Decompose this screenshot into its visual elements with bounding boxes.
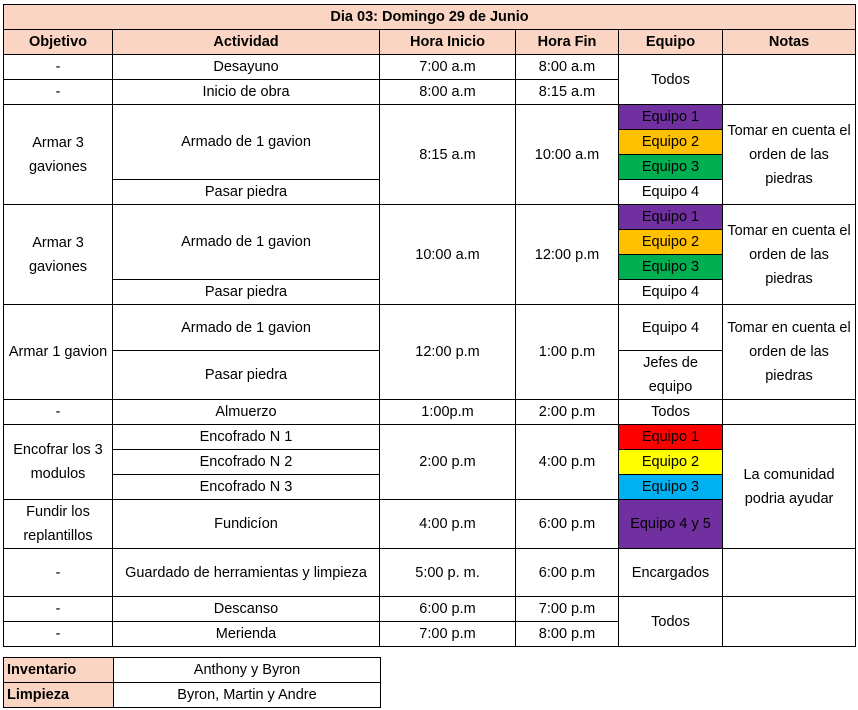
cell-hora-fin: 8:00 p.m	[516, 622, 619, 647]
cell-notas	[723, 400, 856, 425]
cell-actividad: Desayuno	[113, 55, 380, 80]
cell-notas	[723, 549, 856, 597]
header-actividad: Actividad	[113, 30, 380, 55]
cell-objetivo: -	[4, 622, 113, 647]
header-hora-fin: Hora Fin	[516, 30, 619, 55]
cell-hora-fin: 8:00 a.m	[516, 55, 619, 80]
cell-hora-inicio: 8:00 a.m	[380, 80, 516, 105]
cell-actividad: Encofrado N 1	[113, 425, 380, 450]
cell-actividad: Pasar piedra	[113, 180, 380, 205]
cell-hora-fin: 1:00 p.m	[516, 305, 619, 400]
cell-hora-inicio: 7:00 p.m	[380, 622, 516, 647]
cell-equipo: Equipo 2	[619, 230, 723, 255]
assignments-table	[3, 657, 381, 708]
cell-hora-inicio: 2:00 p.m	[380, 425, 516, 500]
cell-actividad: Armado de 1 gavion	[113, 305, 380, 351]
cell-objetivo: Encofrar los 3 modulos	[4, 425, 113, 500]
cell-objetivo: -	[4, 400, 113, 425]
header-notas: Notas	[723, 30, 856, 55]
assignment-label-limpieza: Limpieza	[4, 683, 114, 708]
assignment-value-inventario: Anthony y Byron	[114, 658, 381, 683]
cell-hora-inicio: 1:00p.m	[380, 400, 516, 425]
cell-equipo: Equipo 4	[619, 180, 723, 205]
cell-equipo: Equipo 2	[619, 450, 723, 475]
cell-hora-fin: 10:00 a.m	[516, 105, 619, 205]
cell-actividad: Armado de 1 gavion	[113, 205, 380, 280]
cell-hora-fin: 12:00 p.m	[516, 205, 619, 305]
header-hora-inicio: Hora Inicio	[380, 30, 516, 55]
cell-hora-inicio: 5:00 p. m.	[380, 549, 516, 597]
cell-objetivo: -	[4, 80, 113, 105]
cell-equipo: Equipo 3	[619, 155, 723, 180]
cell-actividad: Pasar piedra	[113, 351, 380, 400]
cell-actividad: Armado de 1 gavion	[113, 105, 380, 180]
cell-actividad: Encofrado N 2	[113, 450, 380, 475]
assignment-label-inventario: Inventario	[4, 658, 114, 683]
cell-objetivo: Armar 3 gaviones	[4, 105, 113, 205]
schedule-table	[3, 4, 856, 647]
schedule-title: Dia 03: Domingo 29 de Junio	[4, 5, 856, 30]
cell-hora-fin: 7:00 p.m	[516, 597, 619, 622]
cell-notas: Tomar en cuenta el orden de las piedras	[723, 205, 856, 305]
cell-equipo: Encargados	[619, 549, 723, 597]
cell-hora-inicio: 8:15 a.m	[380, 105, 516, 205]
cell-actividad: Guardado de herramientas y limpieza	[113, 549, 380, 597]
cell-equipo: Todos	[619, 55, 723, 105]
cell-hora-inicio: 4:00 p.m	[380, 500, 516, 549]
cell-actividad: Pasar piedra	[113, 280, 380, 305]
cell-equipo: Equipo 1	[619, 105, 723, 130]
cell-hora-fin: 2:00 p.m	[516, 400, 619, 425]
cell-equipo: Todos	[619, 597, 723, 647]
cell-hora-fin: 6:00 p.m	[516, 500, 619, 549]
cell-notas: La comunidad podria ayudar	[723, 425, 856, 549]
header-objetivo: Objetivo	[4, 30, 113, 55]
cell-equipo: Equipo 4	[619, 280, 723, 305]
cell-objetivo: Armar 3 gaviones	[4, 205, 113, 305]
cell-equipo: Equipo 1	[619, 425, 723, 450]
cell-actividad: Almuerzo	[113, 400, 380, 425]
cell-notas	[723, 55, 856, 105]
cell-actividad: Fundicíon	[113, 500, 380, 549]
cell-notas	[723, 597, 856, 647]
cell-hora-inicio: 10:00 a.m	[380, 205, 516, 305]
cell-objetivo: Fundir los replantillos	[4, 500, 113, 549]
cell-hora-inicio: 12:00 p.m	[380, 305, 516, 400]
cell-notas: Tomar en cuenta el orden de las piedras	[723, 305, 856, 400]
cell-equipo: Equipo 4	[619, 305, 723, 351]
cell-equipo: Equipo 4 y 5	[619, 500, 723, 549]
cell-equipo: Equipo 3	[619, 255, 723, 280]
cell-objetivo: -	[4, 597, 113, 622]
cell-objetivo: -	[4, 55, 113, 80]
cell-notas: Tomar en cuenta el orden de las piedras	[723, 105, 856, 205]
assignment-value-limpieza: Byron, Martin y Andre	[114, 683, 381, 708]
cell-equipo: Equipo 3	[619, 475, 723, 500]
cell-actividad: Encofrado N 3	[113, 475, 380, 500]
cell-equipo: Jefes de equipo	[619, 351, 723, 400]
header-equipo: Equipo	[619, 30, 723, 55]
cell-hora-inicio: 6:00 p.m	[380, 597, 516, 622]
cell-hora-fin: 6:00 p.m	[516, 549, 619, 597]
cell-equipo: Equipo 1	[619, 205, 723, 230]
cell-actividad: Merienda	[113, 622, 380, 647]
cell-actividad: Inicio de obra	[113, 80, 380, 105]
cell-objetivo: Armar 1 gavion	[4, 305, 113, 400]
cell-hora-fin: 4:00 p.m	[516, 425, 619, 500]
cell-hora-inicio: 7:00 a.m	[380, 55, 516, 80]
cell-equipo: Todos	[619, 400, 723, 425]
cell-equipo: Equipo 2	[619, 130, 723, 155]
cell-hora-fin: 8:15 a.m	[516, 80, 619, 105]
cell-objetivo: -	[4, 549, 113, 597]
cell-actividad: Descanso	[113, 597, 380, 622]
